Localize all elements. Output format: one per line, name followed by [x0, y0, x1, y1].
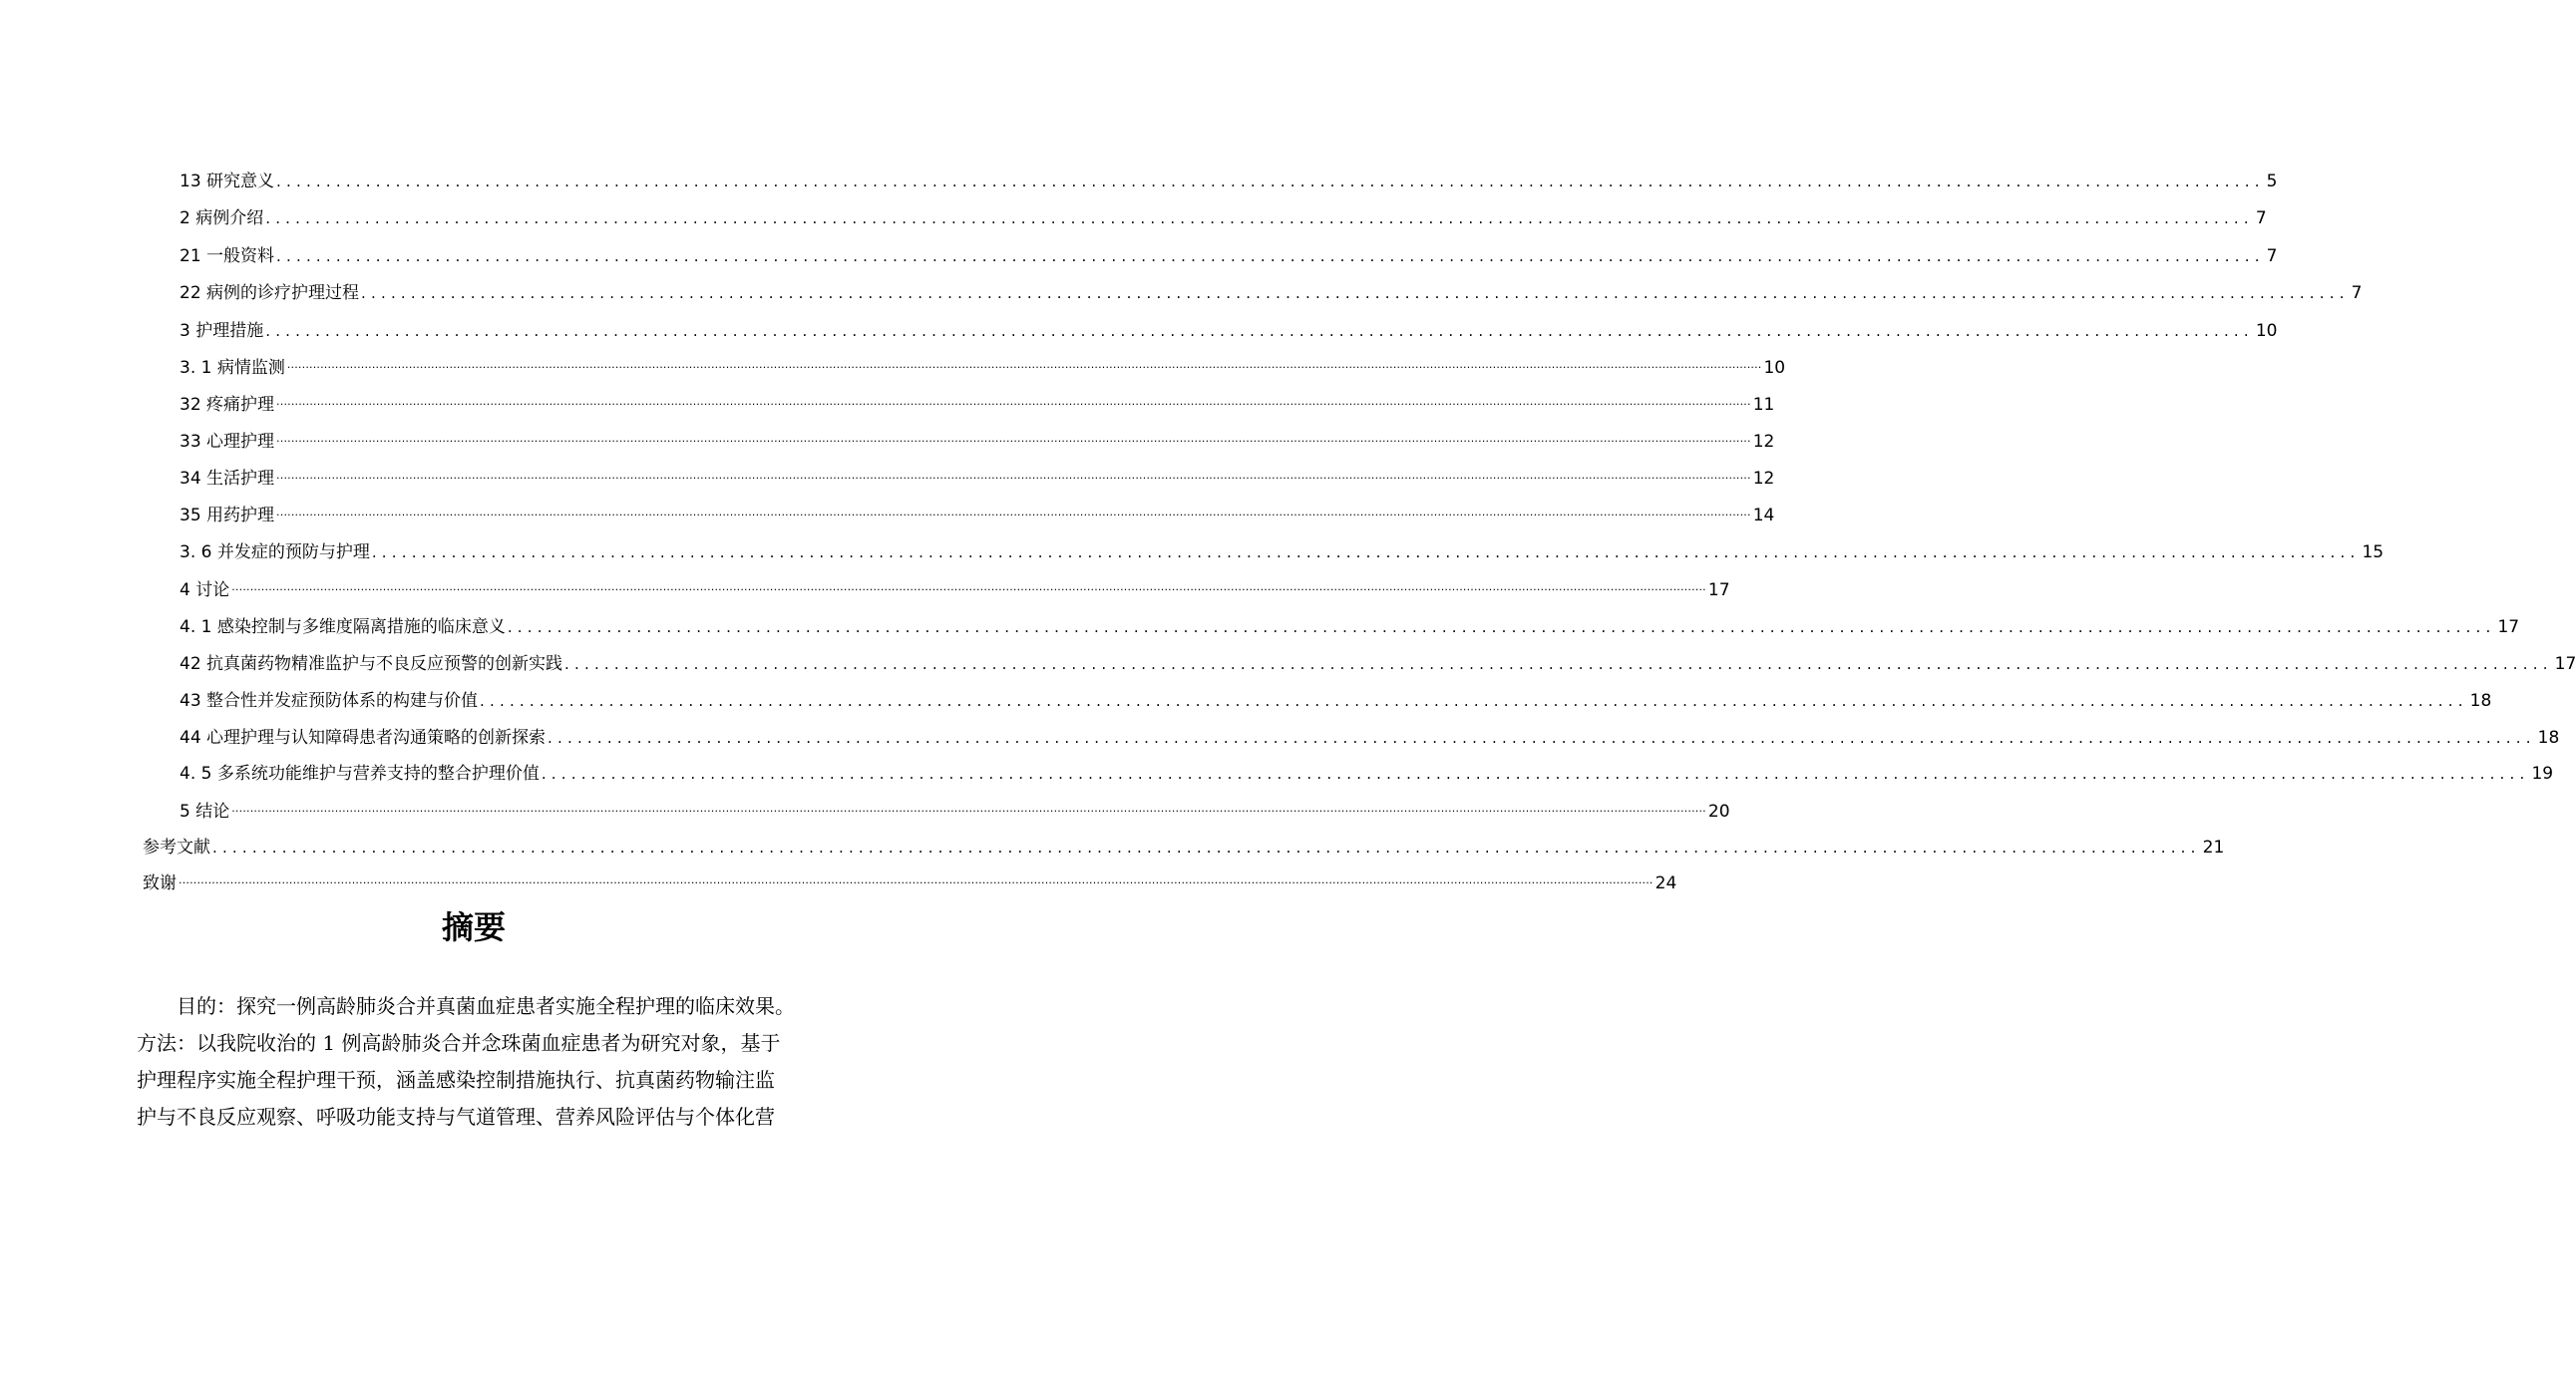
toc-page-number: 7 [2351, 283, 2363, 303]
toc-entry[interactable] [180, 686, 2492, 712]
toc-dot-leader: ........................................................................................................................................................................................................ [212, 839, 2201, 857]
toc-dot-leader: ........................................................................................................................................................................................................ [507, 618, 2496, 636]
toc-entry-title: 22 病例的诊疗护理过程 [180, 283, 360, 303]
toc-dot-leader: ................................................................................................................................................................................................................................................................................................................................................................................................................ [179, 873, 1654, 886]
toc-page-number: 11 [1752, 395, 1775, 415]
toc-entry[interactable] [180, 723, 2560, 749]
toc-page-number: 12 [1752, 469, 1775, 489]
toc-entry-title: 44 心理护理与认知障碍患者沟通策略的创新探索 [180, 728, 547, 748]
toc-page-number: 10 [1763, 358, 1786, 378]
toc-entry-title: 4. 1 感染控制与多维度隔离措施的临床意义 [180, 617, 506, 637]
toc-entry-title: 3. 6 并发症的预防与护理 [180, 542, 370, 562]
toc-dot-leader: ................................................................................................................................................................................................................................................................................................................................................................................................................ [276, 506, 1751, 519]
toc-page-number: 7 [2255, 208, 2267, 228]
toc-page-number: 17 [2497, 617, 2520, 637]
toc-dot-leader: ........................................................................................................................................................................................................ [265, 322, 2254, 340]
toc-dot-leader: ........................................................................................................................................................................................................ [548, 729, 2536, 747]
toc-page-number: 5 [2266, 172, 2278, 191]
toc-entry[interactable] [180, 390, 1775, 416]
toc-entry[interactable] [180, 427, 1775, 453]
toc-entry-title: 21 一般资料 [180, 246, 275, 266]
toc-page-number: 21 [2202, 838, 2225, 858]
toc-page-number: 24 [1655, 873, 1677, 893]
toc-page-number: 20 [1707, 802, 1730, 822]
toc-dot-leader: ........................................................................................................................................................................................................ [361, 284, 2350, 302]
toc-page-number: 14 [1752, 506, 1775, 525]
toc-entry-title: 32 疼痛护理 [180, 395, 275, 415]
toc-entry[interactable] [180, 649, 2576, 675]
toc-entry[interactable] [180, 612, 2520, 638]
toc-dot-leader: ................................................................................................................................................................................................................................................................................................................................................................................................................ [276, 395, 1751, 408]
toc-entry[interactable] [180, 537, 2385, 563]
toc-entry[interactable] [180, 464, 1775, 490]
toc-page-number: 19 [2531, 764, 2554, 784]
abstract-paragraph [137, 988, 835, 1136]
abstract-heading: 摘要 [441, 908, 506, 946]
toc-entry[interactable] [180, 501, 1775, 526]
toc-entry[interactable] [180, 241, 2278, 267]
abstract-line: 方法：以我院收治的 1 例高龄肺炎合并念珠菌血症患者为研究对象，基于 [137, 1031, 781, 1055]
toc-entry-title: 33 心理护理 [180, 432, 275, 452]
toc-entry-title: 42 抗真菌药物精准监护与不良反应预警的创新实践 [180, 654, 563, 674]
toc-entry[interactable] [180, 353, 1786, 379]
toc-dot-leader: ................................................................................................................................................................................................................................................................................................................................................................................................................ [231, 802, 1706, 815]
toc-entry-title: 4 讨论 [180, 580, 230, 600]
toc-entry-title: 参考文献 [143, 838, 210, 858]
toc-entry-title: 2 病例介绍 [180, 208, 264, 228]
toc-page-number: 15 [2362, 542, 2385, 562]
toc-dot-leader: ................................................................................................................................................................................................................................................................................................................................................................................................................ [286, 358, 1762, 371]
toc-entry[interactable] [180, 203, 2267, 229]
toc-page-number: 17 [1707, 580, 1730, 600]
toc-entry[interactable] [143, 868, 1677, 894]
toc-dot-leader: ........................................................................................................................................................................................................ [564, 655, 2553, 673]
toc-dot-leader: ................................................................................................................................................................................................................................................................................................................................................................................................................ [276, 432, 1751, 445]
toc-page-number: 12 [1752, 432, 1775, 452]
toc-entry[interactable] [180, 759, 2554, 785]
toc-entry-title: 3. 1 病情监测 [180, 358, 285, 378]
toc-page-number: 7 [2266, 246, 2278, 266]
toc-dot-leader: ................................................................................................................................................................................................................................................................................................................................................................................................................ [276, 469, 1751, 482]
toc-entry-title: 34 生活护理 [180, 469, 275, 489]
toc-dot-leader: ........................................................................................................................................................................................................ [276, 247, 2265, 265]
abstract-line: 护理程序实施全程护理干预，涵盖感染控制措施执行、抗真菌药物输注监 [137, 1068, 775, 1092]
abstract-line: 护与不良反应观察、呼吸功能支持与气道管理、营养风险评估与个体化营 [137, 1105, 775, 1129]
toc-page-number: 17 [2554, 654, 2576, 674]
toc-dot-leader: ........................................................................................................................................................................................................ [480, 692, 2468, 710]
toc-dot-leader: ........................................................................................................................................................................................................ [371, 543, 2361, 561]
toc-entry[interactable] [180, 278, 2363, 304]
toc-dot-leader: ........................................................................................................................................................................................................ [265, 209, 2254, 227]
toc-page-number: 10 [2255, 321, 2278, 341]
toc-entry[interactable] [180, 575, 1730, 601]
toc-page-number: 18 [2469, 691, 2492, 711]
toc-dot-leader: ........................................................................................................................................................................................................ [541, 765, 2530, 783]
toc-page-number: 18 [2537, 728, 2560, 748]
toc-entry[interactable] [180, 316, 2278, 342]
toc-dot-leader: ........................................................................................................................................................................................................ [276, 173, 2265, 190]
toc-entry[interactable] [143, 833, 2225, 859]
toc-entry-title: 13 研究意义 [180, 172, 275, 191]
toc-dot-leader: ................................................................................................................................................................................................................................................................................................................................................................................................................ [231, 580, 1706, 593]
toc-entry-title: 4. 5 多系统功能维护与营养支持的整合护理价值 [180, 764, 540, 784]
toc-entry[interactable] [180, 797, 1730, 823]
toc-entry-title: 3 护理措施 [180, 321, 264, 341]
abstract-line: 目的：探究一例高龄肺炎合并真菌血症患者实施全程护理的临床效果。 [177, 994, 795, 1018]
toc-entry-title: 致谢 [143, 873, 177, 893]
toc-entry[interactable] [180, 167, 2278, 192]
toc-entry-title: 43 整合性并发症预防体系的构建与价值 [180, 691, 479, 711]
toc-entry-title: 5 结论 [180, 802, 230, 822]
toc-entry-title: 35 用药护理 [180, 506, 275, 525]
